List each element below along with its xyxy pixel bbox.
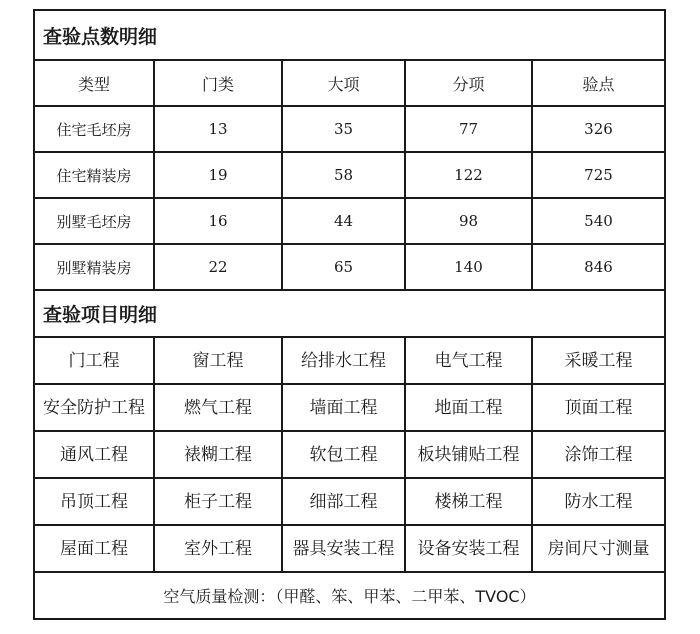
column-header: 分项 (405, 60, 532, 106)
column-header: 门类 (154, 60, 282, 106)
item-cell: 吊顶工程 (34, 478, 154, 525)
value-cell: 140 (405, 244, 532, 290)
value-cell: 540 (532, 198, 665, 244)
value-cell: 77 (405, 106, 532, 152)
value-cell: 65 (282, 244, 405, 290)
air-quality-note: 空气质量检测：（甲醛、笨、甲苯、二甲苯、TVOC） (34, 572, 665, 619)
value-cell: 44 (282, 198, 405, 244)
value-cell: 22 (154, 244, 282, 290)
item-cell: 设备安装工程 (405, 525, 532, 572)
item-cell: 电气工程 (405, 337, 532, 384)
item-cell: 地面工程 (405, 384, 532, 431)
type-cell: 住宅精装房 (34, 152, 154, 198)
item-cell: 顶面工程 (532, 384, 665, 431)
value-cell: 58 (282, 152, 405, 198)
summary-header-row (34, 60, 665, 106)
item-cell: 板块铺贴工程 (405, 431, 532, 478)
value-cell: 13 (154, 106, 282, 152)
items-title: 查验项目明细 (34, 290, 665, 337)
item-cell: 细部工程 (282, 478, 405, 525)
table-row (34, 152, 665, 198)
item-cell: 安全防护工程 (34, 384, 154, 431)
item-cell: 门工程 (34, 337, 154, 384)
column-header: 大项 (282, 60, 405, 106)
item-cell: 防水工程 (532, 478, 665, 525)
item-cell: 室外工程 (154, 525, 282, 572)
item-cell: 软包工程 (282, 431, 405, 478)
item-cell: 裱糊工程 (154, 431, 282, 478)
item-cell: 采暖工程 (532, 337, 665, 384)
item-cell: 屋面工程 (34, 525, 154, 572)
column-header: 验点 (532, 60, 665, 106)
item-cell: 涂饰工程 (532, 431, 665, 478)
item-cell: 给排水工程 (282, 337, 405, 384)
value-cell: 16 (154, 198, 282, 244)
item-row (34, 384, 665, 431)
column-header: 类型 (34, 60, 154, 106)
item-cell: 窗工程 (154, 337, 282, 384)
item-cell: 通风工程 (34, 431, 154, 478)
type-cell: 别墅精装房 (34, 244, 154, 290)
item-cell: 墙面工程 (282, 384, 405, 431)
item-cell: 燃气工程 (154, 384, 282, 431)
item-cell: 楼梯工程 (405, 478, 532, 525)
value-cell: 122 (405, 152, 532, 198)
item-row (34, 478, 665, 525)
value-cell: 98 (405, 198, 532, 244)
value-cell: 19 (154, 152, 282, 198)
value-cell: 846 (532, 244, 665, 290)
item-cell: 柜子工程 (154, 478, 282, 525)
value-cell: 326 (532, 106, 665, 152)
item-row (34, 337, 665, 384)
type-cell: 住宅毛坯房 (34, 106, 154, 152)
item-cell: 房间尺寸测量 (532, 525, 665, 572)
summary-title: 查验点数明细 (34, 10, 665, 60)
value-cell: 35 (282, 106, 405, 152)
value-cell: 725 (532, 152, 665, 198)
item-row (34, 431, 665, 478)
table-row (34, 244, 665, 290)
table-row (34, 106, 665, 152)
table-row (34, 198, 665, 244)
inspection-sheet (33, 9, 666, 620)
item-row (34, 525, 665, 572)
type-cell: 别墅毛坯房 (34, 198, 154, 244)
item-cell: 器具安装工程 (282, 525, 405, 572)
